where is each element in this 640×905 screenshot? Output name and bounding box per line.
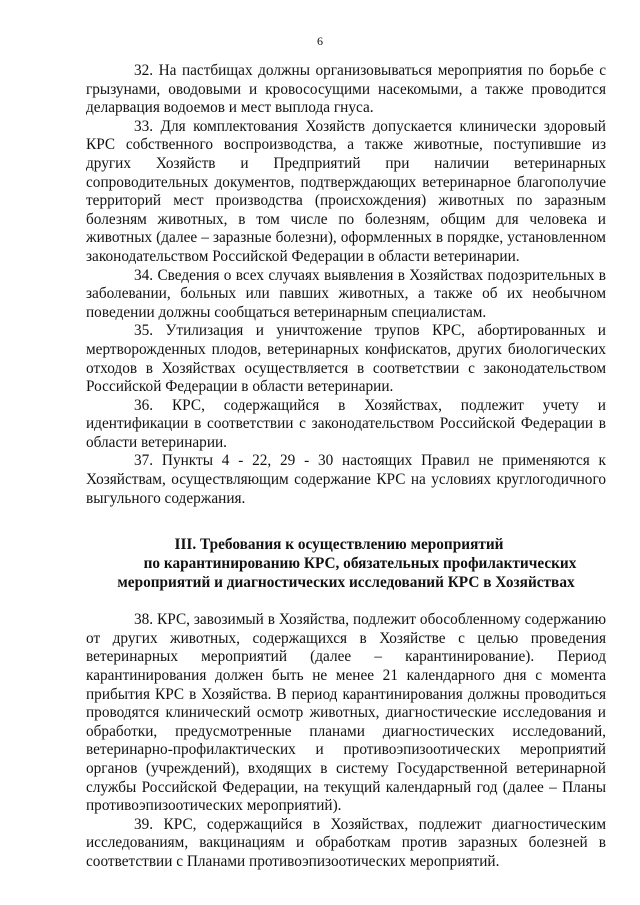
paragraph-34: 34. Сведения о всех случаях выявления в Хозяйствах подозрительных в заболевании, больных или павших животных, а также об их необычном поведении должны сообщаться ветеринарным специалистам.: [86, 266, 606, 321]
paragraph-36: 36. КРС, содержащийся в Хозяйствах, подлежит учету и идентификации в соответствии с законодательством Российской Федерации в области ветеринарии.: [86, 396, 606, 451]
document-body: [86, 62, 606, 872]
page-number: 6: [317, 34, 323, 48]
section-heading: [86, 535, 606, 592]
paragraph-33: 33. Для комплектования Хозяйств допускается клинически здоровый КРС собственного воспроизводства, а также животные, поступившие из других Хозяйств и Предприятий при наличии ветеринарных сопроводительных документов, подтверждающих ветеринарное благополучие территорий мест производства (происхождения) животных по заразным болезням животных, в том числе по болезням, общим для человека и животных (далее – заразные болезни), оформленных в порядке, установленном законодательством Российской Федерации в области ветеринарии.: [86, 117, 606, 265]
paragraph-39: 39. КРС, содержащийся в Хозяйствах, подлежит диагностическим исследованиям, вакцинациям и обработкам против заразных болезней в соответствии с Планами противоэпизоотических мероприятий.: [86, 815, 606, 870]
paragraph-35: 35. Утилизация и уничтожение трупов КРС, абортированных и мертворожденных плодов, ветеринарных конфискатов, других биологических отходов в Хозяйствах осуществляется в соответствии с законодательством Российской Федерации в области ветеринарии.: [86, 322, 606, 396]
section-heading-line-1: III. Требования к осуществлению мероприятий: [174, 536, 504, 554]
section-heading-line-3: мероприятий и диагностических исследований КРС в Хозяйствах: [117, 574, 575, 592]
paragraph-32: 32. На пастбищах должны организовываться мероприятия по борьбе с грызунами, оводовыми и кровососущими насекомыми, а также проводится деларвация водоемов и мест выплода гнуса.: [86, 62, 606, 117]
paragraph-37: 37. Пункты 4 - 22, 29 - 30 настоящих Правил не применяются к Хозяйствам, осуществляющим содержание КРС на условиях круглогодичного выгульного содержания.: [86, 452, 606, 507]
paragraph-38: 38. КРС, завозимый в Хозяйства, подлежит обособленному содержанию от других животных, содержащихся в Хозяйстве с целью проведения ветеринарных мероприятий (далее – карантинирование). Период карантинирования должен быть не менее 21 календарного дня с момента прибытия КРС в Хозяйства. В период карантинирования должны проводиться проводятся клинический осмотр животных, диагностические исследования и обработки, предусмотренные планами диагностических исследований, ветеринарно-профилактических и противоэпизоотических мероприятий органов (учреждений), входящих в систему Государственной ветеринарной службы Российской Федерации, на текущий календарный год (далее – Планы противоэпизоотических мероприятий).: [86, 611, 606, 815]
section-heading-line-2: по карантинированию КРС, обязательных профилактических: [143, 555, 577, 573]
